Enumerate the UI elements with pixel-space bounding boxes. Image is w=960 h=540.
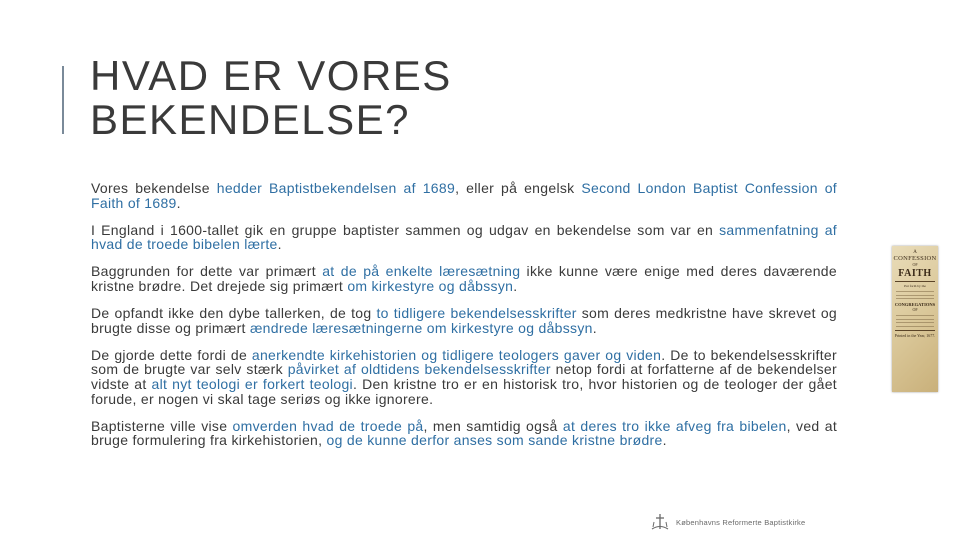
body-text: , ved at bruge formulering fra kirkehistorien, [91, 417, 838, 449]
body-text: . De to bekendelsesskrifter som de brugte var selv stærk [91, 346, 837, 378]
body-paragraph [91, 181, 837, 210]
book-cover-congregations: CONGREGATIONS [894, 302, 936, 307]
highlighted-text: Second London Baptist Confession of Faith of 1689 [91, 180, 837, 211]
book-cover-confession: CONFESSION [893, 255, 937, 262]
body-text: . Den kristne tro er en historisk tro, hvor historien og de teologer der gået forude, er nogen vi skal tage seriøs og ikke ignorere. [91, 375, 837, 407]
body-text: , men samtidig også [423, 417, 563, 434]
slide-title [90, 54, 790, 142]
title-accent-bar [62, 66, 64, 134]
body-paragraph [91, 419, 837, 448]
book-cover-printed: Printed in the Year, 1677. [894, 332, 936, 338]
slide-body [91, 181, 837, 460]
body-text: . [513, 277, 518, 294]
highlighted-text: anerkendte kirkehistorien og tidligere teologers gaver og viden [251, 346, 662, 363]
book-cover-put-forth: Put forth by the [904, 284, 926, 288]
footer-org-name: Københavns Reformerte Baptistkirke [676, 517, 806, 527]
body-text: Baptisterne ville vise [91, 417, 233, 434]
body-text: Baggrunden for dette var primært [91, 263, 323, 280]
confession-book-cover-image [892, 246, 938, 392]
body-text: . [662, 432, 667, 449]
highlighted-text: omverden hvad de troede på [232, 417, 424, 434]
book-cover-of: OF [912, 262, 918, 267]
body-text: . [277, 236, 282, 253]
body-paragraph [91, 223, 837, 252]
body-paragraph [91, 306, 837, 335]
church-logo-icon [650, 513, 670, 531]
body-text: I England i 1600-tallet gik en gruppe baptister sammen og udgav en bekendelse som var en [91, 221, 720, 238]
body-text: som deres medkristne have skrevet og brugte disse og primært [91, 305, 837, 336]
body-text: Vores bekendelse [91, 180, 217, 196]
body-text: ikke kunne være enige med deres daværende kristne brødre. Det drejede sig primært [91, 263, 837, 294]
highlighted-text: påvirket af oldtidens bekendelsesskrifter [287, 361, 551, 378]
book-cover-faith: FAITH [898, 268, 932, 279]
highlighted-text: to tidligere bekendelsesskrifter [376, 305, 577, 322]
slide-title-line-2: BEKENDELSE? [90, 96, 410, 143]
body-text: De gjorde dette fordi de [91, 346, 252, 363]
highlighted-text: alt nyt teologi er forkert teologi [151, 375, 353, 392]
highlighted-text: og de kunne derfor anses som sande kristne brødre [326, 432, 663, 449]
body-text: . [176, 194, 181, 211]
highlighted-text: hedder Baptistbekendelsen af 1689 [216, 180, 456, 196]
book-cover-a: A [913, 250, 917, 255]
highlighted-text: sammenfatning af hvad de troede bibelen lærte [91, 221, 837, 253]
body-text: netop fordi at forfatterne af de bekendelser vidste at [91, 361, 837, 392]
slide-title-line-1: HVAD ER VORES [90, 52, 452, 99]
body-text: . [592, 319, 597, 336]
body-paragraph [91, 264, 837, 293]
footer-logo [650, 512, 805, 532]
body-text: De opfandt ikke den dybe tallerken, de tog [91, 305, 377, 322]
body-paragraph [91, 348, 837, 406]
highlighted-text: at de på enkelte læresætning [322, 263, 521, 280]
highlighted-text: at deres tro ikke afveg fra bibelen [562, 417, 787, 434]
book-cover-of-2: OF [912, 307, 918, 312]
highlighted-text: ændrede læresætningerne om kirkestyre og dåbssyn [249, 319, 593, 336]
highlighted-text: om kirkestyre og dåbssyn [347, 277, 514, 294]
body-text: , eller på engelsk [455, 180, 582, 196]
